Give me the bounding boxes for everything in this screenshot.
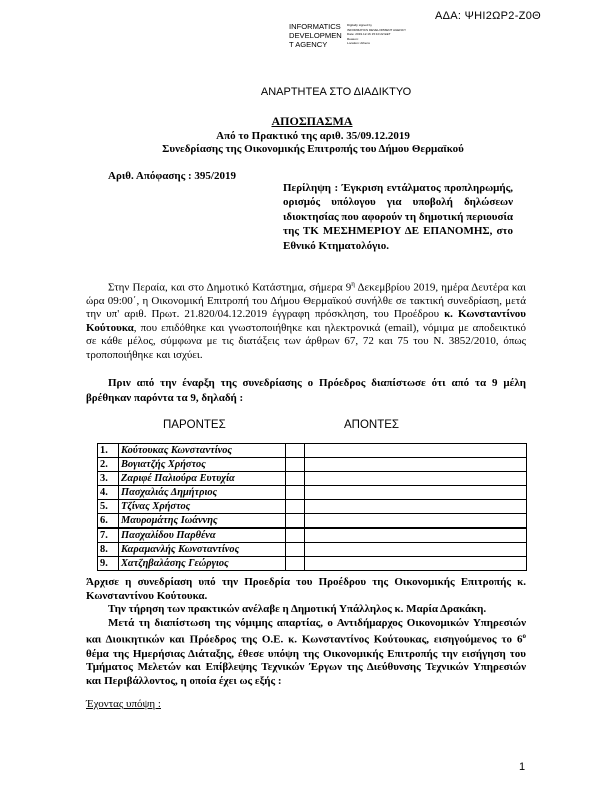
- publication-heading: ΑΝΑΡΤΗΤΕΑ ΣΤΟ ΔΙΑΔΙΚΤΥΟ: [260, 86, 412, 98]
- paragraph-text: Στην Περαία, και στο Δημοτικό Κατάστημα, σήμερα 9: [108, 281, 352, 294]
- minutes-reference: Από το Πρακτικό της αριθ. 35/09.12.2019: [216, 130, 410, 142]
- signature-detail-line: Reason:: [347, 36, 359, 41]
- member-name: Χατζηβαλάσης Γεώργιος: [119, 557, 286, 571]
- superscript: η: [351, 280, 355, 288]
- member-name: Καραμανλής Κωνσταντίνος: [119, 543, 286, 557]
- table-row: [98, 472, 527, 486]
- table-row: [98, 514, 527, 529]
- member-name: Πασχαλίδου Παρθένα: [119, 528, 286, 543]
- member-name: Πασχαλιάς Δημήτριος: [119, 486, 286, 500]
- present-cell: [286, 500, 305, 514]
- decision-number: Αριθ. Απόφασης : 395/2019: [108, 170, 236, 182]
- session-start-text: Άρχισε η συνεδρίαση υπό την Προεδρία του Προέδρου της Οικονομικής Επιτροπής κ. Κωνσταντίνου Κούτουκα.: [86, 576, 526, 602]
- logo-line: INFORMATICS: [289, 22, 341, 31]
- member-name: Κούτουκας Κωνσταντίνος: [119, 444, 286, 458]
- table-row: [98, 543, 527, 557]
- table-row: [98, 444, 527, 458]
- document-title: ΑΠΟΣΠΑΣΜΑ: [271, 114, 353, 128]
- member-number: 4.: [98, 486, 119, 500]
- page-number: 1: [519, 761, 526, 773]
- session-paragraph: [86, 278, 526, 362]
- logo-line: DEVELOPMEN: [289, 31, 342, 40]
- member-name: Βογιατζής Χρήστος: [119, 458, 286, 472]
- absent-cell: [305, 486, 527, 500]
- signature-detail-line: Date: 2019.12.16 15:10:22 EET: [347, 32, 391, 37]
- absent-cell: [305, 444, 527, 458]
- attendance-table: [97, 443, 527, 571]
- proposal-text: [86, 617, 526, 689]
- member-number: 1.: [98, 444, 119, 458]
- closing-paragraphs: [86, 576, 526, 688]
- superscript: ο: [522, 632, 526, 641]
- member-number: 3.: [98, 472, 119, 486]
- member-name: Τζίνας Χρήστος: [119, 500, 286, 514]
- paragraph-text: θέμα της Ημερήσιας Διάταξης, έθεσε υπόψη της Οικονομικής Επιτροπής την εισήγηση του Τμήματος Μελετών και Επίβλεψης Τεχνικών Έργων της Διεύθυνσης Τεχνικών Υπηρεσιών και Περιβάλλοντος, η οποία έχει ως εξής :: [86, 647, 526, 687]
- present-header: ΠΑΡΟΝΤΕΣ: [163, 419, 226, 431]
- paragraph-text: , που επιδόθηκε και γνωστοποιήθηκε και ηλεκτρονικά (email), νόμιμα με αποδεικτικό σε κάθε μέλος, σύμφωνα με τις διατάξεις των άρθρων 67, 72 και 75 του Ν. 3852/2010, όπως τροποποιήθηκε και ισχύει.: [86, 321, 526, 361]
- present-cell: [286, 557, 305, 571]
- table-row: [98, 500, 527, 514]
- table-row: [98, 557, 527, 571]
- member-number: 8.: [98, 543, 119, 557]
- absent-cell: [305, 528, 527, 543]
- member-number: 9.: [98, 557, 119, 571]
- member-name: Ζαριφέ Παλιούρα Ευτυχία: [119, 472, 286, 486]
- logo-line: T AGENCY: [289, 40, 328, 49]
- having-regard-label: Έχοντας υπόψη :: [86, 698, 161, 710]
- table-row: [98, 458, 527, 472]
- digital-signature-stamp: [289, 22, 409, 56]
- paragraph-text: Μετά τη διαπίστωση της νόμιμης απαρτίας, ο Αντιδήμαρχος Οικονομικών Υπηρεσιών και Διοικητικών και Πρόεδρος της Ο.Ε. κ. Κωνσταντίνος Κούτουκας, εισηγούμενος το 6: [86, 616, 526, 647]
- ada-code: ΑΔΑ: ΨΗΙ2ΩΡ2-Ζ0Θ: [435, 10, 541, 22]
- member-number: 7.: [98, 528, 119, 543]
- member-number: 5.: [98, 500, 119, 514]
- signature-detail-line: INFORMATICS DEVELOPMENT AGENCY: [347, 27, 407, 32]
- absent-header: ΑΠΟΝΤΕΣ: [344, 419, 400, 431]
- absent-cell: [305, 543, 527, 557]
- signature-details: [347, 23, 409, 46]
- decision-summary: Περίληψη : Έγκριση εντάλματος προπληρωμής, ορισμός υπόλογου για υποβολή δηλώσεων ιδιοκτησίας που αφορούν τη δημοτική περιουσία της ΤΚ ΜΕΣΗΜΕΡΙΟΥ ΔΕ ΕΠΑΝΟΜΗΣ, στο Εθνικό Κτηματολόγιο.: [283, 182, 513, 252]
- present-cell: [286, 458, 305, 472]
- table-row: [98, 528, 527, 543]
- absent-cell: [305, 472, 527, 486]
- absent-cell: [305, 500, 527, 514]
- present-cell: [286, 543, 305, 557]
- table-row: [98, 486, 527, 500]
- quorum-paragraph: Πριν από την έναρξη της συνεδρίασης ο Πρόεδρος διαπίστωσε ότι από τα 9 μέλη βρέθηκαν παρόντα τα 9, δηλαδή :: [86, 377, 526, 404]
- present-cell: [286, 472, 305, 486]
- member-number: 6.: [98, 514, 119, 529]
- signature-logo-text: [289, 22, 347, 49]
- present-cell: [286, 528, 305, 543]
- signature-detail-line: Location: Athens: [347, 41, 370, 46]
- minutes-keeper-text: Την τήρηση των πρακτικών ανέλαβε η Δημοτική Υπάλληλος κ. Μαρία Δρακάκη.: [108, 603, 487, 616]
- absent-cell: [305, 458, 527, 472]
- present-cell: [286, 486, 305, 500]
- paragraph-text: Δεκεμβρίου 2019, ημέρα Δευτέρα και ώρα 09:00΄, η Οικονομική Επιτροπή του Δήμου Θερμαϊκού συνήλθε σε τακτική συνεδρίαση, μετά την υπ' αριθ. Πρωτ. 21.820/04.12.2019 έγγραφη πρόσκληση, του Προέδρου: [86, 281, 527, 321]
- president-name: κ. Κωνσταντίνου Κούτουκα: [86, 308, 526, 334]
- member-number: 2.: [98, 458, 119, 472]
- committee-session: Συνεδρίασης της Οικονομικής Επιτροπής του Δήμου Θερμαϊκού: [162, 143, 464, 155]
- signature-detail-line: Digitally signed by: [347, 23, 372, 27]
- present-cell: [286, 444, 305, 458]
- absent-cell: [305, 557, 527, 571]
- member-name: Μαυρομάτης Ιωάννης: [119, 514, 286, 529]
- present-cell: [286, 514, 305, 529]
- absent-cell: [305, 514, 527, 529]
